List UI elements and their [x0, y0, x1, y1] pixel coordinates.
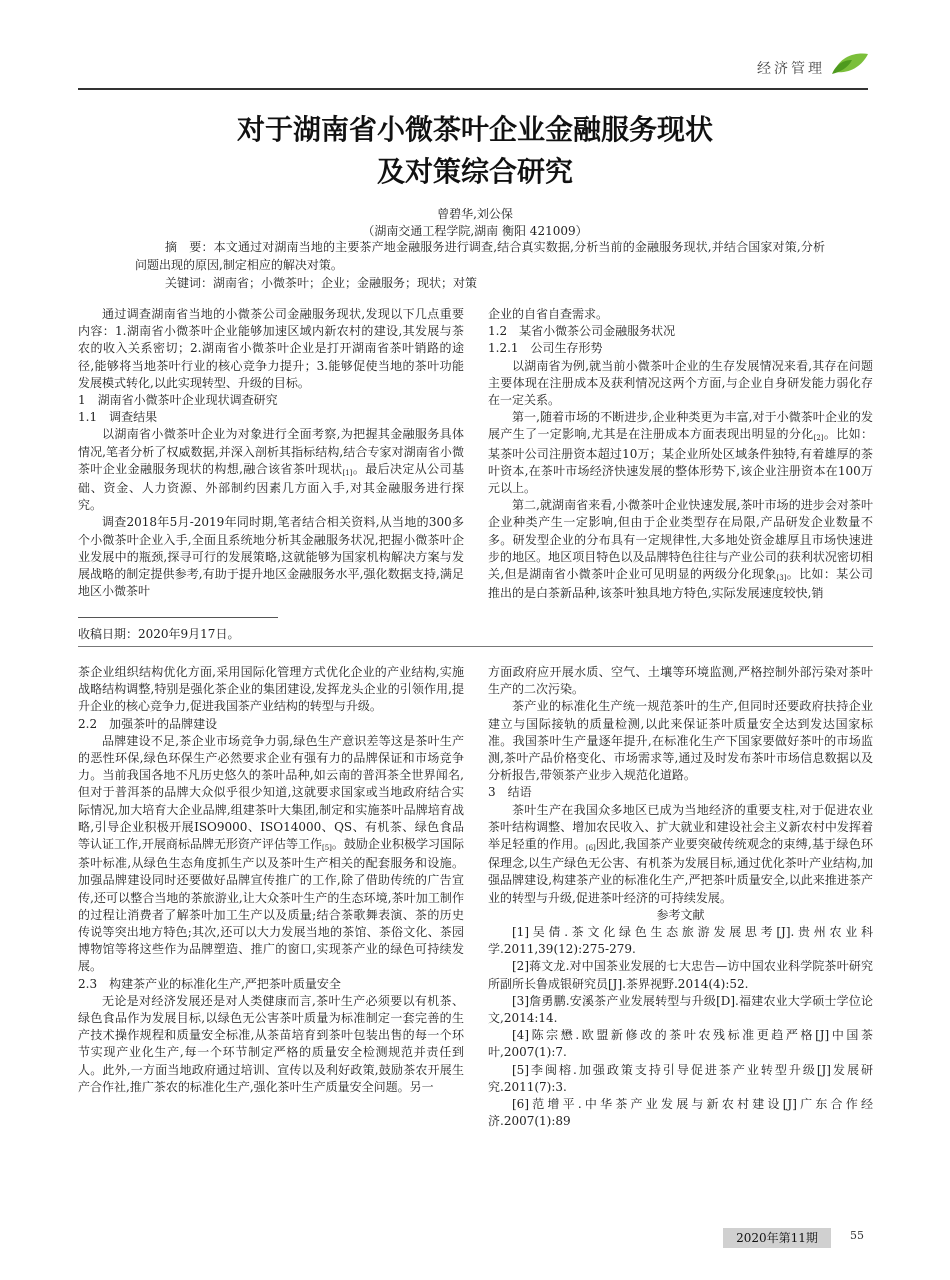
- paragraph: [78, 514, 464, 600]
- citation-marker: [3]: [776, 574, 787, 583]
- article-title-line-1: 对于湖南省小微茶叶企业金融服务现状: [236, 113, 713, 146]
- paragraph-text: [2]蒋文龙.对中国茶业发展的七大忠告—访中国农业科学院茶叶研究所副所长鲁成银研究员[J].茶界视野.2014(4):52.: [488, 959, 873, 991]
- paragraph-text: 茶企业组织结构优化方面,采用国际化管理方式优化企业的产业结构,实施战略结构调整,特别是强化茶企业的集团建设,发挥龙头企业的引领作用,提升企业的核心竞争力,促进我国茶产业结构的转型与升级。: [78, 665, 464, 714]
- abstract: 摘 要：本文通过对湖南当地的主要茶产地金融服务进行调查,结合真实数据,分析当前的金融服务现状,并结合国家对策,分析问题出现的原因,制定相应的解决对策。: [135, 240, 825, 272]
- paragraph-text: 1.2 某省小微茶公司金融服务状况: [488, 324, 676, 339]
- page-divider: [78, 646, 873, 647]
- paragraph-text: [1]吴倩.茶文化绿色生态旅游发展思考[J].贵州农业科学.2011,39(12):275-279.: [488, 925, 873, 957]
- column-top-left: [78, 306, 464, 600]
- footnote-rule: [78, 617, 278, 618]
- authors: 曾碧华,刘公保: [437, 207, 513, 221]
- section-heading: [488, 323, 873, 340]
- paragraph-text: [6]范增平.中华茶产业发展与新农村建设[J]广东合作经济.2007(1):89: [488, 1097, 873, 1129]
- paragraph-text: 以湖南省小微茶叶企业为对象进行全面考察,为把握其金融服务具体情况,笔者分析了权威数据,并深入剖析其指标结构,结合专家对湖南省小微茶叶企业金融服务现状的构想,融合该省茶叶现状: [78, 427, 464, 476]
- header-rule: [78, 88, 868, 90]
- citation-marker: [5]: [321, 844, 332, 853]
- paragraph-text: 通过调查湖南省当地的小微茶公司金融服务现状,发现以下几点重要内容：1.湖南省小微茶叶企业能够加速区域内新农村的建设,其发展与茶农的收入关系密切；2.湖南省小微茶叶企业是打开湖南省茶叶销路的途径,能够将当地茶叶行业的核心竞争力提升；3.能够促使当地的茶叶功能发展模式转化,以此实现转型、升级的目标。: [78, 307, 464, 390]
- journal-section-label: 经济管理: [757, 61, 825, 77]
- section-heading: [488, 306, 873, 323]
- reference-entry: [488, 993, 873, 1027]
- paragraph-text-cont: 。最后决定从公司基础、资金、人力资源、外部制约因素几方面入手,对其金融服务进行探究。: [78, 461, 464, 513]
- paragraph-text: 茶产业的标准化生产统一规范茶叶的生产,但同时还要政府扶持企业建立与国际接轨的质量检测,以此来保证茶叶质量安全达到发达国家标准。我国茶叶生产量逐年提升,在标准化生产下国家要做好茶叶的市场监测,茶叶产品价格变化、市场需求等,通过及时发布茶叶市场信息数据以及分析报告,带领茶产业步入规范化道路。: [488, 699, 873, 783]
- section-heading: [488, 664, 873, 698]
- reference-entry: [488, 924, 873, 958]
- paragraph: [78, 993, 464, 1096]
- references-heading: [488, 907, 873, 924]
- section-heading: [78, 409, 464, 426]
- paragraph-text-cont: 。比如：某公司推出的是白茶新品种,该茶叶独具地方特色,实际发展速度较快,销: [488, 567, 873, 601]
- paragraph-text: 以湖南省为例,就当前小微茶叶企业的生存发展情况来看,其存在问题主要体现在注册成本及获利情况这两个方面,与企业自身研发能力弱化存在一定关系。: [488, 358, 873, 408]
- paragraph: [488, 358, 873, 410]
- reference-entry: [488, 1027, 873, 1061]
- citation-marker: [1]: [342, 468, 353, 477]
- paragraph-text: 2.2 加强茶叶的品牌建设: [78, 716, 218, 731]
- article-title-line-2: 及对策综合研究: [376, 155, 573, 188]
- section-heading: [488, 340, 873, 357]
- paragraph: [488, 802, 873, 907]
- paragraph-text-cont: 因此,我国茶产业要突破传统观念的束缚,基于绿色环保理念,以生产绿色无公害、有机茶为发展目标,通过优化茶叶产业结构,加强品牌建设,构建茶产业的标准化生产,严把茶叶质量安全,以此来推进茶产业的转型与升级,促进茶叶经济的可持续发展。: [488, 837, 873, 905]
- paragraph-text: 无论是对经济发展还是对人类健康而言,茶叶生产必须要以有机茶、绿色食品作为发展目标,以绿色无公害茶叶质量为标准制定一套完善的生产技术操作规程和质量安全标准,从茶苗培育到茶叶包装出售的每一个环节实现产业化生产,每一个环节制定严格的质量安全检测规范并责任到人。此外,一方面当地政府通过培训、宣传以及利好政策,鼓励茶农开展生产合作社,推广茶农的标准化生产,强化茶叶生产质量安全问题。另一: [78, 993, 464, 1094]
- column-top-right: [488, 306, 873, 602]
- paragraph-text: 茶叶生产在我国众多地区已成为当地经济的重要支柱,对于促进农业茶叶结构调整、增加农民收入、扩大就业和建设社会主义新农村中发挥着举足轻重的作用。: [488, 802, 873, 852]
- received-date: 收稿日期：2020年9月17日。: [78, 627, 240, 641]
- paragraph-text: 品牌建设不足,茶企业市场竞争力弱,绿色生产意识差等这是茶叶生产的恶性环保,绿色环保生产必然要求企业有强有力的品牌保证和市场竞争力。当前我国各地不凡历史悠久的茶叶品种,如云南的普洱茶全世界闻名,但对于普洱茶的品牌大众似乎很少知道,这就要求国家或当地政府结合实际情况,加大培育大企业品牌,组建茶叶大集团,制定和实施茶叶品牌培育战略,引导企业积极开展ISO9000、ISO14000、QS、有机茶、绿色食品等认证工作,开展商标品牌无形资产评估等工作: [78, 733, 464, 852]
- paragraph: [488, 497, 873, 602]
- paragraph-text: 企业的自省自查需求。: [488, 307, 609, 321]
- paragraph-text: 1 湖南省小微茶叶企业现状调查研究: [78, 393, 278, 408]
- paragraph-text: 1.1 调查结果: [78, 410, 158, 425]
- paragraph: [488, 409, 873, 497]
- paragraph-text: 方面政府应开展水质、空气、土壤等环境监测,严格控制外部污染对茶叶生产的二次污染。: [488, 665, 873, 697]
- section-heading: [488, 784, 873, 801]
- column-bottom-left: [78, 664, 464, 1096]
- citation-marker: [2]: [813, 434, 824, 443]
- section-heading: [78, 716, 464, 733]
- leaf-icon: [830, 50, 870, 78]
- affiliation: （湖南交通工程学院,湖南 衡阳 421009）: [362, 224, 588, 238]
- paragraph-text: 第一,随着市场的不断进步,企业种类更为丰富,对于小微茶叶企业的发展产生了一定影响,尤其是在注册成本方面表现出明显的分化: [488, 410, 873, 442]
- citation-marker: [6]: [585, 844, 596, 853]
- section-heading: [78, 664, 464, 716]
- paragraph-text: [4]陈宗懋.欧盟新修改的茶叶农残标准更趋严格[J]中国茶叶,2007(1):7.: [488, 1028, 873, 1060]
- paragraph-text: 第二,就湖南省来看,小微茶叶企业快速发展,茶叶市场的进步会对茶叶企业种类产生一定影响,但由于企业类型存在局限,产品研发企业数量不多。研发型企业的分布具有一定规律性,大多地处资金雄厚且市场快速进步的地区。地区项目特色以及品牌特色往往与产业公司的获利状况密切相关,但是湖南省小微茶叶企业可见明显的两级分化现象: [488, 498, 873, 582]
- column-bottom-right: [488, 664, 873, 1130]
- paragraph: [78, 733, 464, 976]
- paragraph: [78, 306, 464, 392]
- section-heading: [78, 392, 464, 409]
- paragraph-text: 1.2.1 公司生存形势: [488, 341, 603, 356]
- section-heading: [78, 976, 464, 993]
- keywords: 关键词：湖南省；小微茶叶；企业；金融服务；现状；对策: [165, 276, 478, 290]
- paragraph: [488, 698, 873, 784]
- paragraph-text-cont: 。比如：某茶叶公司注册资本超过10万；某企业所处区域条件独特,有着雄厚的茶叶资本,在茶叶市场经济快速发展的整体形势下,该企业注册资本在100万元以上。: [488, 427, 873, 496]
- paragraph: [78, 426, 464, 514]
- paragraph-text: [5]李闽榕.加强政策支持引导促进茶产业转型升级[J]发展研究.2011(7):3.: [488, 1062, 873, 1094]
- paragraph-text: 3 结语: [488, 785, 532, 800]
- page-number: 55: [850, 1229, 864, 1242]
- paragraph-text: 参考文献: [656, 907, 705, 922]
- reference-entry: [488, 1096, 873, 1130]
- issue-label: 2020年第11期: [723, 1228, 831, 1248]
- paragraph-text: 调查2018年5月-2019年同时期,笔者结合相关资料,从当地的300多个小微茶叶企业入手,全面且系统地分析其金融服务状况,把握小微茶叶企业发展中的瓶颈,探寻可行的发展策略,这就能够为国家机构解决方案与发展战略的制定提供参考,有助于提升地区金融服务水平,强化数据支持,满足地区小微茶叶: [78, 515, 464, 599]
- paragraph-text: 2.3 构建茶产业的标准化生产,严把茶叶质量安全: [78, 976, 341, 991]
- reference-entry: [488, 1062, 873, 1096]
- paragraph-text-cont: 。鼓励企业积极学习国际茶叶标准,从绿色生态角度抓生产以及茶叶生产相关的配套服务和设施。加强品牌建设同时还要做好品牌宣传推广的工作,除了借助传统的广告宣传,还可以整合当地的茶旅游业,让大众茶叶生产的生态环境,茶叶加工制作的过程让消费者了解茶叶加工生产以及质量;结合茶歌舞表演、茶的历史传说等突出地方特色;其次,还可以大力发展当地的茶馆、茶俗文化、茶园博物馆等将这些作为品牌塑造、推广的窗口,实现茶产业的绿色可持续发展。: [78, 837, 464, 974]
- reference-entry: [488, 958, 873, 992]
- paragraph-text: [3]詹勇鹏.安溪茶产业发展转型与升级[D].福建农业大学硕士学位论文,2014:14.: [488, 993, 873, 1026]
